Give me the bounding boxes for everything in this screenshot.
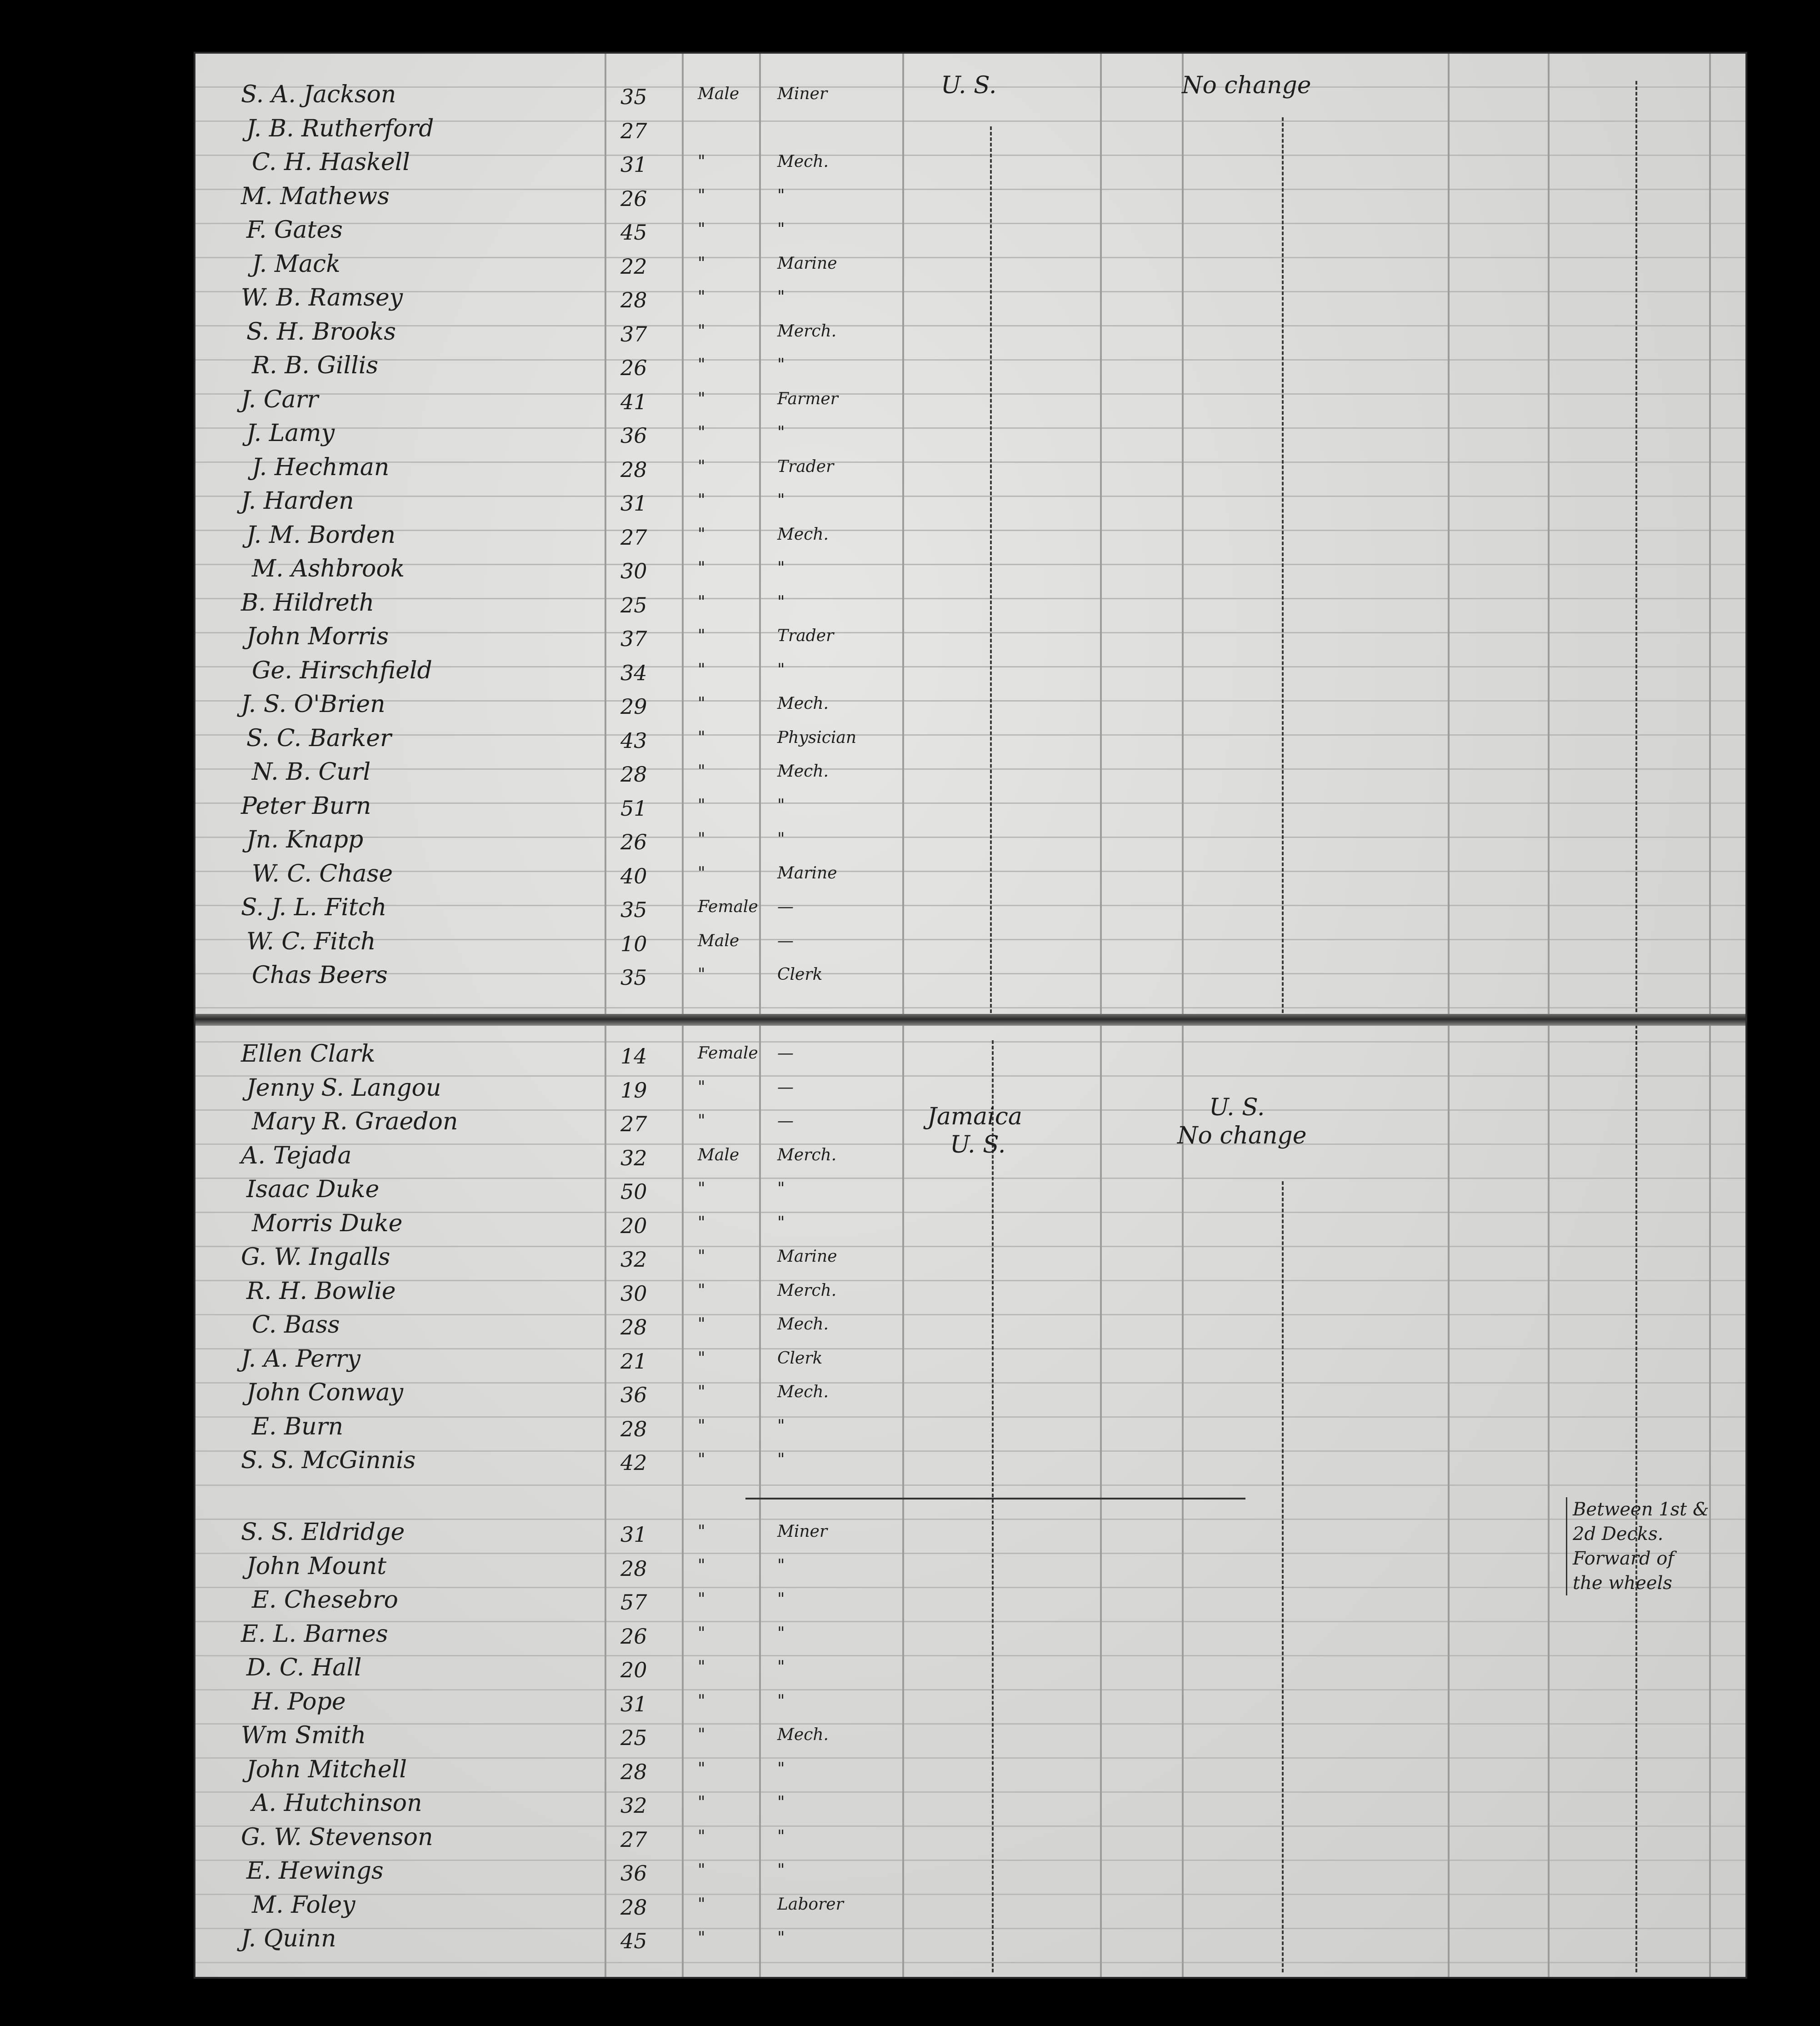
passenger-sex: " <box>698 1281 705 1300</box>
passenger-sex: " <box>698 694 705 713</box>
passenger-name: Mary R. Graedon <box>252 1108 458 1135</box>
note-line: Between 1st & <box>1573 1499 1709 1520</box>
passenger-age: 27 <box>620 118 647 143</box>
passenger-occupation: " <box>777 1827 785 1846</box>
passenger-sex: " <box>698 660 705 679</box>
passenger-occupation: " <box>777 491 785 510</box>
passenger-name: M. Foley <box>252 1891 355 1919</box>
passenger-age: 27 <box>620 525 647 550</box>
passenger-age: 28 <box>620 1556 647 1581</box>
passenger-sex: Female <box>698 1044 758 1063</box>
passenger-sex: " <box>698 830 705 848</box>
passenger-age: 28 <box>620 1416 647 1441</box>
passenger-name: Ellen Clark <box>241 1040 375 1068</box>
passenger-age: 31 <box>620 152 647 177</box>
passenger-occupation: Miner <box>777 85 828 103</box>
passenger-age: 22 <box>620 254 647 279</box>
passenger-sex: " <box>698 1450 705 1469</box>
passenger-occupation: Trader <box>777 457 834 476</box>
destination-label: U. S. <box>1209 1094 1265 1121</box>
passenger-age: 32 <box>620 1247 647 1272</box>
passenger-occupation: " <box>777 1213 785 1232</box>
passenger-sex: " <box>698 1349 705 1368</box>
passenger-name: J. Mack <box>252 250 340 278</box>
passenger-name: Jenny S. Langou <box>246 1074 441 1102</box>
passenger-occupation: " <box>777 423 785 442</box>
note-line: 2d Decks. <box>1573 1524 1664 1545</box>
passenger-occupation: Clerk <box>777 1349 823 1368</box>
passenger-age: 45 <box>620 220 647 245</box>
passenger-name: Morris Duke <box>252 1209 403 1237</box>
passenger-occupation: " <box>777 186 785 205</box>
passenger-occupation: Marine <box>777 1247 837 1266</box>
passenger-age: 31 <box>620 1522 647 1547</box>
passenger-sex: " <box>698 1383 705 1401</box>
passenger-occupation: " <box>777 1450 785 1469</box>
passenger-age: 42 <box>620 1450 647 1475</box>
passenger-age: 28 <box>620 1759 647 1784</box>
passenger-name: J. A. Perry <box>241 1345 360 1373</box>
passenger-occupation: " <box>777 1759 785 1778</box>
passenger-age: 30 <box>620 559 647 583</box>
passenger-occupation: Mech. <box>777 1315 829 1334</box>
passenger-name: J. Lamy <box>246 420 335 447</box>
passenger-name: E. L. Barnes <box>241 1620 388 1648</box>
passenger-name: Jn. Knapp <box>246 826 364 853</box>
passenger-name: S. A. Jackson <box>241 81 396 108</box>
passenger-sex: " <box>698 1759 705 1778</box>
passenger-name: B. Hildreth <box>241 589 375 617</box>
passenger-name: John Morris <box>246 623 389 650</box>
passenger-name: J. B. Rutherford <box>246 115 434 142</box>
passenger-age: 20 <box>620 1213 647 1238</box>
passenger-occupation: — <box>777 1112 794 1130</box>
passenger-occupation: Laborer <box>777 1895 844 1914</box>
passenger-occupation: " <box>777 1691 785 1710</box>
passenger-sex: " <box>698 1861 705 1880</box>
passenger-sex: " <box>698 762 705 781</box>
passenger-age: 36 <box>620 423 647 448</box>
passenger-age: 37 <box>620 627 647 651</box>
passenger-occupation: Physician <box>777 728 857 747</box>
passenger-age: 25 <box>620 1725 647 1750</box>
passenger-age: 28 <box>620 288 647 312</box>
passenger-occupation: " <box>777 830 785 848</box>
passenger-age: 35 <box>620 898 647 922</box>
passenger-sex: " <box>698 1416 705 1435</box>
passenger-age: 57 <box>620 1590 647 1615</box>
passenger-age: 14 <box>620 1044 647 1068</box>
passenger-name: H. Pope <box>252 1688 346 1715</box>
deck-note <box>1566 1497 1773 1595</box>
passenger-name: S. S. Eldridge <box>241 1519 405 1546</box>
passenger-age: 40 <box>620 863 647 888</box>
passenger-age: 26 <box>620 186 647 211</box>
passenger-name: J. M. Borden <box>246 521 396 549</box>
ditto-marks <box>1635 81 1639 1972</box>
passenger-name: S. H. Brooks <box>246 318 396 346</box>
passenger-age: 27 <box>620 1827 647 1852</box>
passenger-sex: " <box>698 627 705 645</box>
passenger-occupation: " <box>777 592 785 612</box>
passenger-age: 21 <box>620 1349 647 1374</box>
passenger-occupation: " <box>777 1556 785 1575</box>
passenger-age: 36 <box>620 1383 647 1407</box>
passenger-age: 10 <box>620 931 647 956</box>
passenger-age: 25 <box>620 592 647 617</box>
passenger-name: M. Ashbrook <box>252 555 405 582</box>
passenger-sex: Male <box>698 1145 740 1164</box>
passenger-occupation: — <box>777 1044 794 1063</box>
passenger-age: 26 <box>620 1624 647 1649</box>
passenger-name: J. Carr <box>241 386 319 413</box>
passenger-name: Chas Beers <box>252 962 388 989</box>
passenger-sex: Male <box>698 85 740 103</box>
country-label: U. S. <box>950 1131 1006 1158</box>
passenger-age: 35 <box>620 965 647 990</box>
passenger-sex: " <box>698 1827 705 1846</box>
note-line: the wheels <box>1573 1573 1672 1594</box>
passenger-occupation: " <box>777 1929 785 1947</box>
passenger-age: 28 <box>620 1895 647 1920</box>
passenger-age: 36 <box>620 1861 647 1886</box>
passenger-age: 43 <box>620 728 647 753</box>
passenger-name: S. S. McGinnis <box>241 1447 416 1474</box>
passenger-occupation: " <box>777 356 785 374</box>
passenger-occupation: — <box>777 898 794 916</box>
passenger-sex: " <box>698 1247 705 1266</box>
passenger-name: Ge. Hirschfield <box>252 657 432 684</box>
passenger-occupation: " <box>777 1861 785 1880</box>
passenger-occupation: " <box>777 796 785 815</box>
passenger-sex: " <box>698 152 705 171</box>
passenger-occupation: Merch. <box>777 321 837 341</box>
passenger-sex: " <box>698 321 705 341</box>
passenger-occupation: Farmer <box>777 389 838 408</box>
passenger-name: W. B. Ramsey <box>241 284 403 311</box>
passenger-sex: " <box>698 254 705 273</box>
passenger-sex: " <box>698 559 705 577</box>
country-label: U. S. <box>941 72 997 99</box>
passenger-name: D. C. Hall <box>246 1654 362 1681</box>
passenger-sex: " <box>698 1179 705 1198</box>
passenger-sex: " <box>698 423 705 442</box>
passenger-name: S. J. L. Fitch <box>241 894 387 921</box>
passenger-occupation: Merch. <box>777 1281 837 1300</box>
passenger-name: J. Hechman <box>252 453 390 481</box>
passenger-age: 28 <box>620 457 647 482</box>
passenger-age: 45 <box>620 1929 647 1953</box>
passenger-occupation: " <box>777 1590 785 1609</box>
passenger-name: A. Tejada <box>241 1142 352 1169</box>
passenger-occupation: " <box>777 660 785 679</box>
passenger-name: W. C. Fitch <box>246 928 376 955</box>
passenger-name: John Mount <box>246 1552 387 1580</box>
passenger-name: John Conway <box>246 1379 404 1406</box>
passenger-sex: " <box>698 592 705 612</box>
passenger-age: 27 <box>620 1112 647 1136</box>
passenger-occupation: Clerk <box>777 965 823 984</box>
passenger-sex: " <box>698 965 705 984</box>
passenger-sex: " <box>698 1895 705 1914</box>
passenger-name: C. Bass <box>252 1311 340 1339</box>
passenger-occupation: Merch. <box>777 1145 837 1164</box>
passenger-name: G. W. Stevenson <box>241 1823 433 1851</box>
destination-label: No change <box>1182 72 1311 99</box>
passenger-sex: " <box>698 1658 705 1676</box>
passenger-name: J. Quinn <box>241 1925 336 1952</box>
section-divider <box>745 1498 1245 1499</box>
passenger-sex: " <box>698 1624 705 1643</box>
passenger-occupation: — <box>777 931 794 950</box>
note-line: Forward of <box>1573 1548 1675 1569</box>
passenger-occupation: Miner <box>777 1522 828 1541</box>
passenger-age: 29 <box>620 694 647 719</box>
passenger-sex: " <box>698 1793 705 1812</box>
passenger-name: M. Mathews <box>241 182 390 210</box>
passenger-sex: " <box>698 1078 705 1097</box>
passenger-occupation: " <box>777 1658 785 1676</box>
passenger-occupation: " <box>777 288 785 306</box>
passenger-name: E. Burn <box>252 1413 344 1440</box>
passenger-name: E. Hewings <box>246 1857 384 1885</box>
passenger-occupation: " <box>777 559 785 577</box>
passenger-sex: " <box>698 863 705 883</box>
passenger-sex: " <box>698 525 705 544</box>
passenger-sex: " <box>698 1556 705 1575</box>
passenger-name: E. Chesebro <box>252 1586 398 1614</box>
passenger-sex: " <box>698 457 705 476</box>
passenger-sex: " <box>698 491 705 510</box>
passenger-name: Isaac Duke <box>246 1176 380 1203</box>
passenger-sex: " <box>698 1590 705 1609</box>
passenger-occupation: — <box>777 1078 794 1097</box>
passenger-age: 26 <box>620 830 647 854</box>
passenger-name: F. Gates <box>246 216 343 244</box>
passenger-age: 37 <box>620 321 647 346</box>
passenger-sex: " <box>698 1929 705 1947</box>
passenger-name: John Mitchell <box>246 1755 407 1783</box>
passenger-sex: " <box>698 356 705 374</box>
passenger-name: R. H. Bowlie <box>246 1277 396 1305</box>
ditto-marks <box>990 126 994 1013</box>
passenger-sex: " <box>698 220 705 239</box>
ditto-marks <box>1282 117 1285 1013</box>
passenger-occupation: Mech. <box>777 762 829 781</box>
passenger-occupation: " <box>777 1179 785 1198</box>
passenger-occupation: " <box>777 1624 785 1643</box>
passenger-name: N. B. Curl <box>252 758 371 786</box>
passenger-age: 20 <box>620 1658 647 1682</box>
ditto-marks <box>1282 1181 1285 1972</box>
passenger-age: 31 <box>620 1691 647 1716</box>
ditto-marks <box>992 1040 995 1972</box>
passenger-age: 28 <box>620 762 647 787</box>
passenger-age: 26 <box>620 356 647 380</box>
passenger-name: C. H. Haskell <box>252 149 410 176</box>
manifest-page <box>195 54 1745 1977</box>
passenger-occupation: Marine <box>777 254 837 273</box>
passenger-sex: " <box>698 1522 705 1541</box>
passenger-occupation: Mech. <box>777 1383 829 1401</box>
passenger-name: Wm Smith <box>241 1722 366 1749</box>
passenger-name: W. C. Chase <box>252 860 393 888</box>
passenger-sex: Male <box>698 931 740 950</box>
passenger-age: 31 <box>620 491 647 516</box>
passenger-age: 30 <box>620 1281 647 1306</box>
destination-label: No change <box>1177 1122 1307 1149</box>
passenger-sex: " <box>698 1691 705 1710</box>
passenger-occupation: Mech. <box>777 525 829 544</box>
passenger-age: 32 <box>620 1793 647 1818</box>
passenger-name: R. B. Gillis <box>252 352 379 379</box>
passenger-age: 35 <box>620 85 647 109</box>
passenger-age: 51 <box>620 796 647 821</box>
passenger-name: S. C. Barker <box>246 724 392 752</box>
passenger-occupation: Mech. <box>777 152 829 171</box>
passenger-occupation: Marine <box>777 863 837 883</box>
passenger-occupation: Mech. <box>777 694 829 713</box>
passenger-sex: Female <box>698 898 758 916</box>
passenger-occupation: " <box>777 1793 785 1812</box>
passenger-occupation: " <box>777 220 785 239</box>
country-label: Jamaica <box>927 1103 1022 1130</box>
passenger-sex: " <box>698 1315 705 1334</box>
passenger-sex: " <box>698 1112 705 1130</box>
passenger-sex: " <box>698 1725 705 1744</box>
passenger-sex: " <box>698 1213 705 1232</box>
passenger-occupation: " <box>777 1416 785 1435</box>
passenger-sex: " <box>698 288 705 306</box>
passenger-name: J. S. O'Brien <box>241 691 385 718</box>
passenger-name: Peter Burn <box>241 792 371 820</box>
passenger-age: 32 <box>620 1145 647 1170</box>
passenger-name: A. Hutchinson <box>252 1790 422 1817</box>
passenger-occupation: Mech. <box>777 1725 829 1744</box>
passenger-sex: " <box>698 389 705 408</box>
passenger-sex: " <box>698 186 705 205</box>
passenger-name: J. Harden <box>241 487 354 515</box>
passenger-age: 28 <box>620 1315 647 1339</box>
page-fold <box>195 1014 1745 1026</box>
passenger-occupation: Trader <box>777 627 834 645</box>
passenger-age: 50 <box>620 1179 647 1204</box>
passenger-age: 41 <box>620 389 647 414</box>
passenger-age: 34 <box>620 660 647 685</box>
passenger-sex: " <box>698 796 705 815</box>
passenger-sex: " <box>698 728 705 747</box>
passenger-name: G. W. Ingalls <box>241 1244 390 1271</box>
passenger-age: 19 <box>620 1078 647 1103</box>
